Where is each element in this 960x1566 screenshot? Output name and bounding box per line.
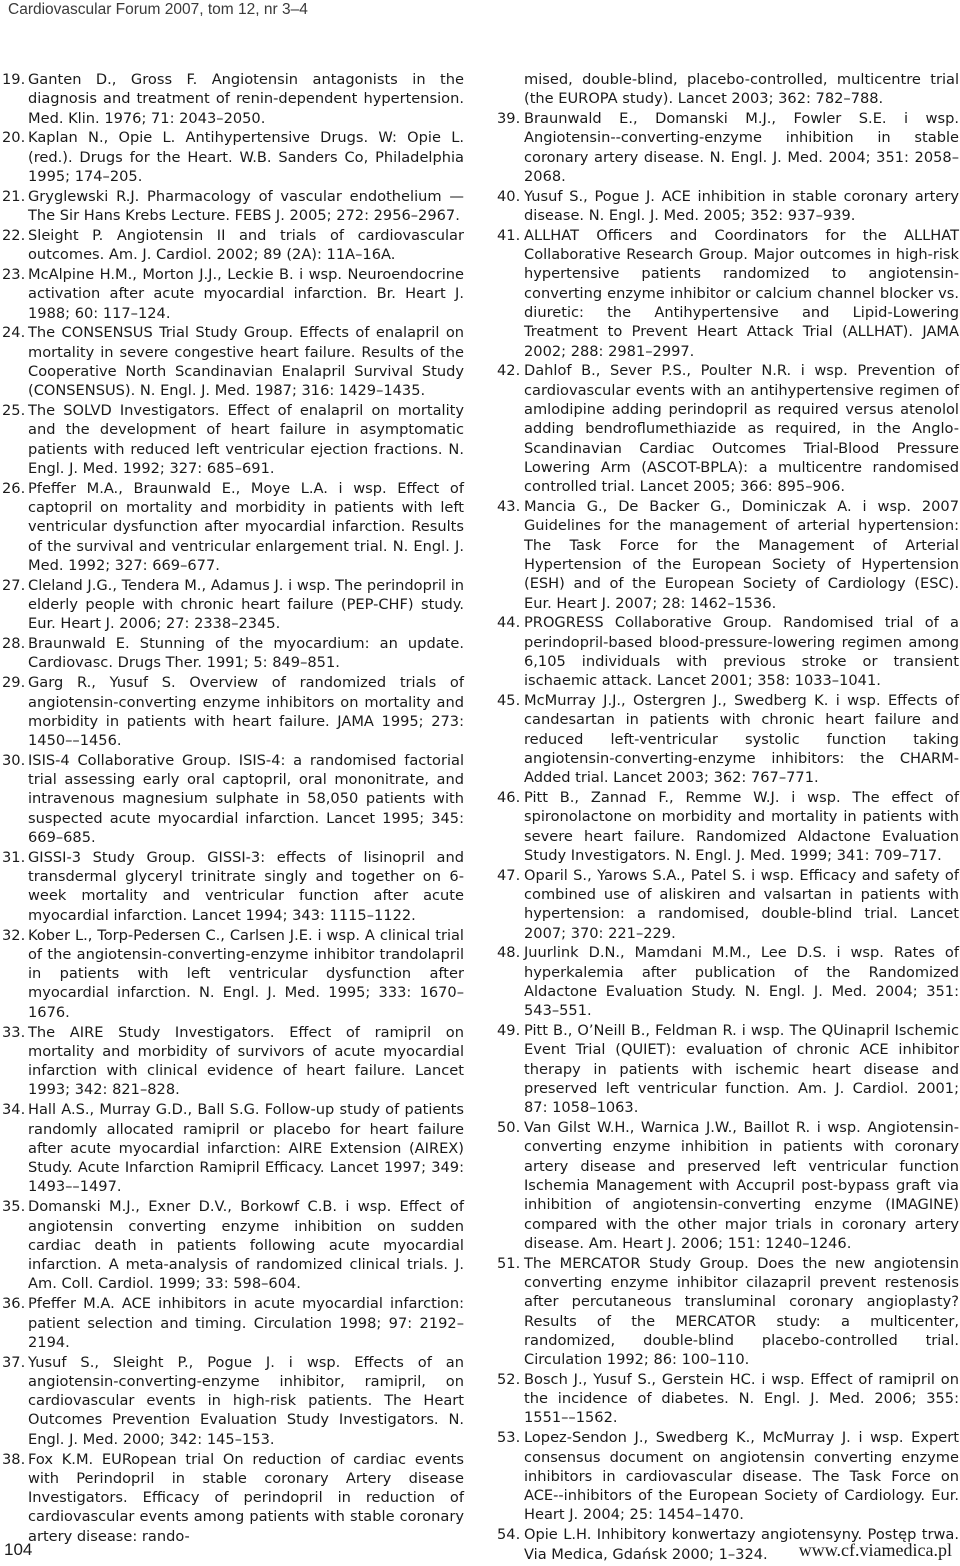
reference-item — [2, 265, 464, 323]
reference-number: 52. — [497, 1370, 521, 1388]
reference-number: 22. — [2, 226, 26, 244]
reference-number: 31. — [2, 848, 26, 866]
reference-number: 33. — [2, 1023, 26, 1041]
references-left-column — [2, 70, 464, 1547]
reference-item — [2, 1197, 464, 1293]
reference-number: 29. — [2, 674, 26, 692]
reference-text: Mancia G., De Backer G., Dominiczak A. i wsp. 2007 Guidelines for the management of arterial hypertension: The Task Force for the Management of Arterial Hypertension of the European Society of Hypertension (ESH) and of the European Society of Cardiology (ESC). Eur. Heart J. 2007; 28: 1462–1536. — [524, 498, 959, 612]
reference-item — [2, 1294, 464, 1352]
reference-text: Yusuf S., Pogue J. ACE inhibition in stable coronary artery disease. N. Engl. J. Med. 2005; 352: 937–939. — [524, 187, 959, 225]
reference-text: McAlpine H.M., Morton J.J., Leckie B. i wsp. Neuroendocrine activation after acute myocardial infarction. Br. Heart J. 1988; 60: 117–124. — [28, 265, 464, 322]
reference-item — [2, 634, 464, 673]
reference-text: The SOLVD Investigators. Effect of enalapril on mortality and the development of heart failure in asymptomatic patients with reduced left ventricular ejection fractions. N. Engl. J. Med. 1992; 327: 685–691. — [28, 402, 464, 477]
reference-number: 30. — [2, 751, 26, 769]
reference-item — [497, 109, 959, 186]
reference-text: Van Gilst W.H., Warnica J.W., Baillot R. i wsp. Angiotensin-converting enzyme inhibition in patients with coronary artery disease and preserved left ventricular function Ischemia Management with Accupril post-bypass graft via inhibition of angiotensin-converting enzyme (IMAGINE) compared with the other major trials in coronary artery disease. Am. Heart J. 2006; 151: 1240–1246. — [524, 1119, 959, 1252]
reference-number: 36. — [2, 1295, 26, 1313]
reference-number: 47. — [497, 866, 521, 884]
reference-number: 21. — [2, 187, 26, 205]
reference-item — [2, 926, 464, 1022]
reference-number: 54. — [497, 1526, 521, 1544]
reference-item — [497, 943, 959, 1020]
reference-number: 39. — [497, 110, 521, 128]
reference-text: Kober L., Torp-Pedersen C., Carlsen J.E. i wsp. A clinical trial of the angiotensin-converting-enzyme inhibitor trandolapril in patients with left ventricular dysfunction after myocardial infarction. N. Engl. J. Med. 1995; 333: 1670–1676. — [28, 926, 464, 1021]
reference-text: ALLHAT Officers and Coordinators for the ALLHAT Collaborative Research Group. Major outcomes in high-risk hypertensive patients randomized to angiotensin-converting enzyme inhibitor or calcium channel blocker vs. diuretic: the Antihypertensive and Lipid-Lowering Treatment to Prevent Heart Attack Trial (ALLHAT). JAMA 2002; 288: 2981–2997. — [524, 226, 959, 360]
reference-item — [2, 673, 464, 750]
reference-text: Bosch J., Yusuf S., Gerstein HC. i wsp. Effect of ramipril on the incidence of diabetes. N. Engl. J. Med. 2006; 355: 1551––1562. — [524, 1370, 959, 1427]
footer-url[interactable]: www.cf.viamedica.pl — [798, 1540, 952, 1560]
reference-item — [497, 1118, 959, 1253]
reference-text: Braunwald E. Stunning of the myocardium: an update. Cardiovasc. Drugs Ther. 1991; 5: 849–851. — [28, 635, 464, 672]
reference-number: 53. — [497, 1429, 521, 1447]
page-number: 104 — [4, 1540, 33, 1559]
reference-item — [497, 187, 959, 226]
reference-text: Opie L.H. Inhibitory konwertazy angiotensyny. Postęp trwa. Via Medica, Gdańsk 2000; 1–324. — [524, 1526, 959, 1563]
reference-number: 32. — [2, 926, 26, 944]
journal-title: Cardiovascular Forum 2007, tom 12, nr 3–4 — [8, 1, 308, 18]
reference-text: Ganten D., Gross F. Angiotensin antagonists in the diagnosis and treatment of renin-dependent hypertension. Med. Klin. 1976; 71: 2043–2050. — [28, 71, 464, 127]
references-right-column — [497, 70, 959, 1564]
reference-text: The AIRE Study Investigators. Effect of ramipril on mortality and morbidity of survivors of acute myocardial infarction with clinical evidence of heart failure. Lancet 1993; 342: 821–828. — [28, 1023, 464, 1099]
reference-number: 50. — [497, 1119, 521, 1137]
reference-text: The MERCATOR Study Group. Does the new angiotensin converting enzyme inhibitor cilazapril prevent restenosis after percutaneous transluminal coronary angioplasty? Results of the MERCATOR study: a multicenter, randomized, double-blind placebo-controlled trial. Circulation 1992; 86: 100–110. — [524, 1254, 959, 1369]
reference-text: Gryglewski R.J. Pharmacology of vascular endothelium — The Sir Hans Krebs Lecture. FEBS J. 2005; 272: 2956–2967. — [28, 187, 464, 225]
reference-number: 20. — [2, 129, 26, 147]
reference-number: 46. — [497, 788, 521, 806]
reference-text: Dahlof B., Sever P.S., Poulter N.R. i wsp. Prevention of cardiovascular events with an antihypertensive regimen of amlodipine adding perindopril as required versus atenolol adding bendroflumethiazide as required, in the Anglo-Scandinavian Cardiac Outcomes Trial-Blood Pressure Lowering Arm (ASCOT-BPLA): a multicentre randomised controlled trial. Lancet 2005; 366: 895–906. — [524, 362, 959, 496]
reference-text: Braunwald E., Domanski M.J., Fowler S.E. i wsp. Angiotensin--converting-enzyme inhibition in stable coronary artery disease. N. Engl. J. Med. 2004; 351: 2058–2068. — [524, 110, 959, 185]
reference-text: Pfeffer M.A., Braunwald E., Moye L.A. i wsp. Effect of captopril on mortality and morbidity in patients with left ventricular dysfunction after myocardial infarction. Results of the survival and ventricular enlargement trial. N. Engl. J. Med. 1992; 327: 669–677. — [28, 479, 464, 574]
reference-text: Domanski M.J., Exner D.V., Borkowf C.B. i wsp. Effect of angiotensin converting enzyme inhibition on sudden cardiac death in patients following acute myocardial infarction. A meta-analysis of randomized clinical trials. J. Am. Coll. Cardiol. 1999; 33: 598–604. — [28, 1198, 464, 1293]
reference-number: 51. — [497, 1254, 521, 1272]
reference-text: The CONSENSUS Trial Study Group. Effects of enalapril on mortality in severe congestive heart failure. Results of the Cooperative North Scandinavian Enalapril Survival Study (CONSENSUS). N. Engl. J. Med. 1987; 316: 1429–1435. — [28, 324, 464, 400]
reference-text: Juurlink D.N., Mamdani M.M., Lee D.S. i wsp. Rates of hyperkalemia after publication of the Randomized Aldactone Evaluation Study. N. Engl. J. Med. 2004; 351: 543–551. — [524, 944, 959, 1020]
reference-item — [2, 187, 464, 226]
reference-text: GISSI-3 Study Group. GISSI-3: effects of lisinopril and transdermal glyceryl trinitrate singly and together on 6-week mortality and ventricular function after acute myocardial infarction. Lancet 1994; 343: 1115–1122. — [28, 848, 464, 924]
reference-number: 44. — [497, 614, 521, 632]
reference-item — [2, 751, 464, 847]
reference-item — [497, 1370, 959, 1428]
reference-number: 35. — [2, 1198, 26, 1216]
reference-item — [2, 479, 464, 575]
reference-number: 27. — [2, 576, 26, 594]
reference-text: Pitt B., Zannad F., Remme W.J. i wsp. The effect of spironolactone on morbidity and mortality in patients with severe heart failure. Randomized Aldactone Evaluation Study Investigators. N. Engl. J. Med. 1999; 341: 709–717. — [524, 788, 959, 864]
reference-item — [497, 1254, 959, 1370]
reference-text: Pitt B., O’Neill B., Feldman R. i wsp. The QUinapril Ischemic Event Trial (QUIET): evaluation of chronic ACE inhibitor therapy in patients with ischemic heart disease and preserved left ventricular function. Am. J. Cardiol. 2001; 87: 1058–1063. — [524, 1022, 959, 1117]
reference-number: 40. — [497, 187, 521, 205]
reference-item — [497, 691, 959, 787]
reference-text: mised, double-blind, placebo-controlled, multicentre trial (the EUROPA study). Lancet 2003; 362: 782–788. — [524, 71, 959, 108]
reference-item — [2, 1353, 464, 1449]
running-header — [0, 0, 960, 34]
reference-number: 28. — [2, 635, 26, 653]
reference-text: Pfeffer M.A. ACE inhibitors in acute myocardial infarction: patient selection and timing. Circulation 1998; 97: 2192–2194. — [28, 1295, 464, 1351]
reference-item — [497, 497, 959, 613]
reference-item — [497, 361, 959, 496]
reference-text: ISIS-4 Collaborative Group. ISIS-4: a randomised factorial trial assessing early oral captopril, oral mononitrate, and intravenous magnesium sulphate in 58,050 patients with suspected acute myocardial infarction. Lancet 1995; 345: 669–685. — [28, 751, 464, 847]
reference-number: 37. — [2, 1353, 26, 1371]
reference-text: PROGRESS Collaborative Group. Randomised trial of a perindopril-based blood-pressure-lowering regimen among 6,105 individuals with previous stroke or transient ischaemic attack. Lancet 2001; 358: 1033–1041. — [524, 614, 959, 690]
reference-item — [2, 128, 464, 186]
reference-number: 19. — [2, 71, 26, 88]
reference-item — [2, 226, 464, 265]
reference-number: 24. — [2, 324, 26, 342]
reference-item — [2, 576, 464, 634]
reference-item — [497, 788, 959, 865]
reference-item — [2, 1450, 464, 1546]
reference-text: Hall A.S., Murray G.D., Ball S.G. Follow-up study of patients randomly allocated ramipril or placebo for heart failure after acute myocardial infarction: AIRE Extension (AIREX) Study. Acute Infarction Ramipril Efficacy. Lancet 1997; 349: 1493––1497. — [28, 1101, 464, 1196]
reference-text: Garg R., Yusuf S. Overview of randomized trials of angiotensin-converting enzyme inhibitors on mortality and morbidity in patients with heart failure. JAMA 1995; 273: 1450––1456. — [28, 674, 464, 750]
reference-number: 43. — [497, 498, 521, 516]
reference-number: 23. — [2, 265, 26, 283]
reference-text: Kaplan N., Opie L. Antihypertensive Drugs. W: Opie L. (red.). Drugs for the Heart. W.B. Sanders Co, Philadelphia 1995; 174–205. — [28, 129, 464, 185]
reference-number: 38. — [2, 1450, 26, 1468]
reference-item — [497, 613, 959, 690]
reference-text: Sleight P. Angiotensin II and trials of cardiovascular outcomes. Am. J. Cardiol. 2002; 89 (2A): 11A–16A. — [28, 226, 464, 264]
reference-item — [2, 1100, 464, 1196]
reference-item — [497, 70, 959, 109]
reference-number: 34. — [2, 1101, 26, 1119]
reference-number: 42. — [497, 362, 521, 380]
reference-text: Fox K.M. EURopean trial On reduction of cardiac events with Perindopril in stable coronary Artery disease Investigators. Efficacy of perindopril in reduction of cardiovascular events among patients with stable coronary artery disease: rando- — [28, 1450, 464, 1545]
reference-text: McMurray J.J., Ostergren J., Swedberg K. i wsp. Effects of candesartan in patients with chronic heart failure and reduced left-ventricular systolic function taking angiotensin-converting-enzyme inhibitors: the CHARM-Added trial. Lancet 2003; 362: 767–771. — [524, 692, 959, 787]
reference-text: Cleland J.G., Tendera M., Adamus J. i wsp. The perindopril in elderly people with chronic heart failure (PEP-CHF) study. Eur. Heart J. 2006; 27: 2338–2345. — [28, 576, 464, 633]
reference-item — [2, 1023, 464, 1100]
reference-number: 25. — [2, 402, 26, 420]
reference-item — [497, 226, 959, 361]
reference-item — [2, 70, 464, 128]
reference-item — [497, 1021, 959, 1117]
reference-item — [2, 401, 464, 478]
reference-number: 45. — [497, 692, 521, 709]
reference-item — [2, 323, 464, 400]
reference-item — [2, 848, 464, 925]
reference-text: Oparil S., Yarows S.A., Patel S. i wsp. Efficacy and safety of combined use of aliskiren and valsartan in patients with hypertension: a randomised, double-blind trial. Lancet 2007; 370: 221–229. — [524, 866, 959, 942]
reference-number: 49. — [497, 1022, 521, 1040]
reference-number: 26. — [2, 479, 26, 497]
reference-number: 48. — [497, 944, 521, 962]
reference-number: 41. — [497, 226, 521, 244]
reference-item — [497, 1428, 959, 1524]
reference-text: Yusuf S., Sleight P., Pogue J. i wsp. Effects of an angiotensin-converting-enzyme inhibitor, ramipril, on cardiovascular events in high-risk patients. The Heart Outcomes Prevention Evaluation Study Investigators. N. Engl. J. Med. 2000; 342: 145–153. — [28, 1353, 464, 1448]
reference-item — [497, 866, 959, 943]
reference-text: Lopez-Sendon J., Swedberg K., McMurray J. i wsp. Expert consensus document on angiotensin converting enzyme inhibitors in cardiovascular disease. The Task Force on ACE--inhibitors of the European Society of Cardiology. Eur. Heart J. 2004; 25: 1454–1470. — [524, 1429, 959, 1524]
